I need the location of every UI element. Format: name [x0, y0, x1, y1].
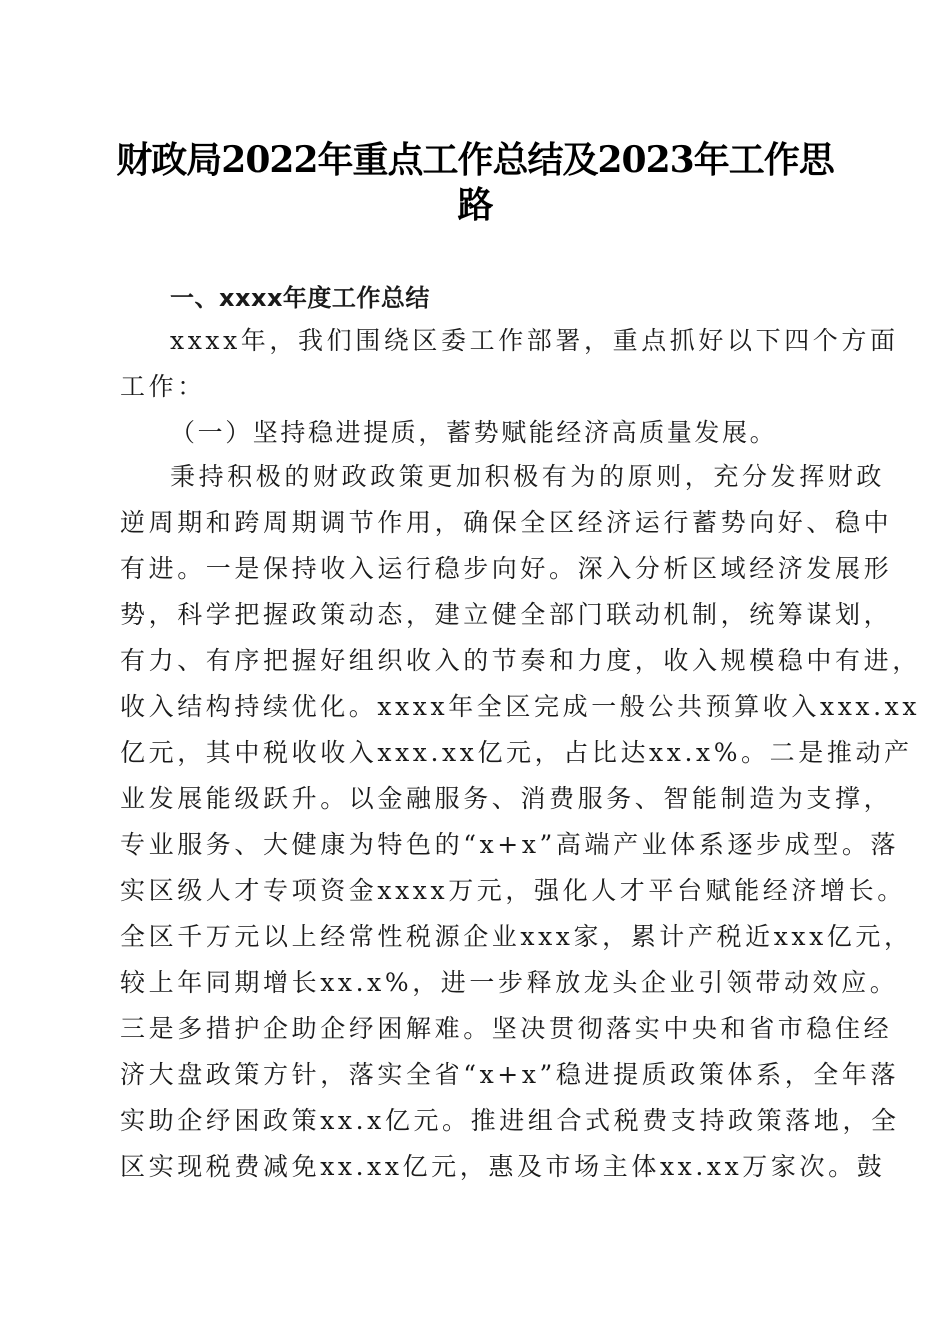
paragraph-intro-line: xxxx年，我们围绕区委工作部署，重点抓好以下四个方面 [170, 326, 899, 355]
body-line: 较上年同期增长xx.x%，进一步释放龙头企业引领带动效应。 [120, 968, 899, 997]
section-heading-annual-summary: 一、xxxx年度工作总结 [170, 284, 430, 312]
paragraph-intro-line: 工作： [120, 372, 206, 401]
body-line: 实助企纾困政策xx.x亿元。推进组合式税费支持政策落地，全 [120, 1106, 900, 1135]
body-line: 业发展能级跃升。以金融服务、消费服务、智能制造为支撑， [120, 784, 893, 813]
body-line: 势，科学把握政策动态，建立健全部门联动机制，统筹谋划， [120, 600, 893, 629]
body-line: 全区千万元以上经常性税源企业xxx家，累计产税近xxx亿元， [120, 922, 913, 951]
body-line: 有力、有序把握好组织收入的节奏和力度，收入规模稳中有进， [120, 646, 921, 675]
body-line: 有进。一是保持收入运行稳步向好。深入分析区域经济发展形 [120, 554, 893, 583]
body-line: 实区级人才专项资金xxxx万元，强化人才平台赋能经济增长。 [120, 876, 906, 905]
body-line: 亿元，其中税收收入xxx.xx亿元，占比达xx.x%。二是推动产 [120, 738, 913, 767]
body-line: 专业服务、大健康为特色的“x+x”高端产业体系逐步成型。落 [120, 830, 900, 859]
body-line: 济大盘政策方针，落实全省“x+x”稳进提质政策体系，全年落 [120, 1060, 900, 1089]
body-line: 秉持积极的财政政策更加积极有为的原则，充分发挥财政 [170, 462, 886, 491]
body-line: 收入结构持续优化。xxxx年全区完成一般公共预算收入xxx.xx [120, 692, 921, 721]
document-title-line-1: 财政局2022年重点工作总结及2023年工作思 [116, 139, 834, 181]
body-line: 三是多措护企助企纾困解难。坚决贯彻落实中央和省市稳住经 [120, 1014, 893, 1043]
document-title-line-2: 路 [457, 184, 493, 226]
body-line: 逆周期和跨周期调节作用，确保全区经济运行蓄势向好、稳中 [120, 508, 893, 537]
subsection-heading-1: （一）坚持稳进提质，蓄势赋能经济高质量发展。 [170, 418, 778, 447]
body-line: 区实现税费减免xx.xx亿元，惠及市场主体xx.xx万家次。鼓 [120, 1152, 886, 1181]
